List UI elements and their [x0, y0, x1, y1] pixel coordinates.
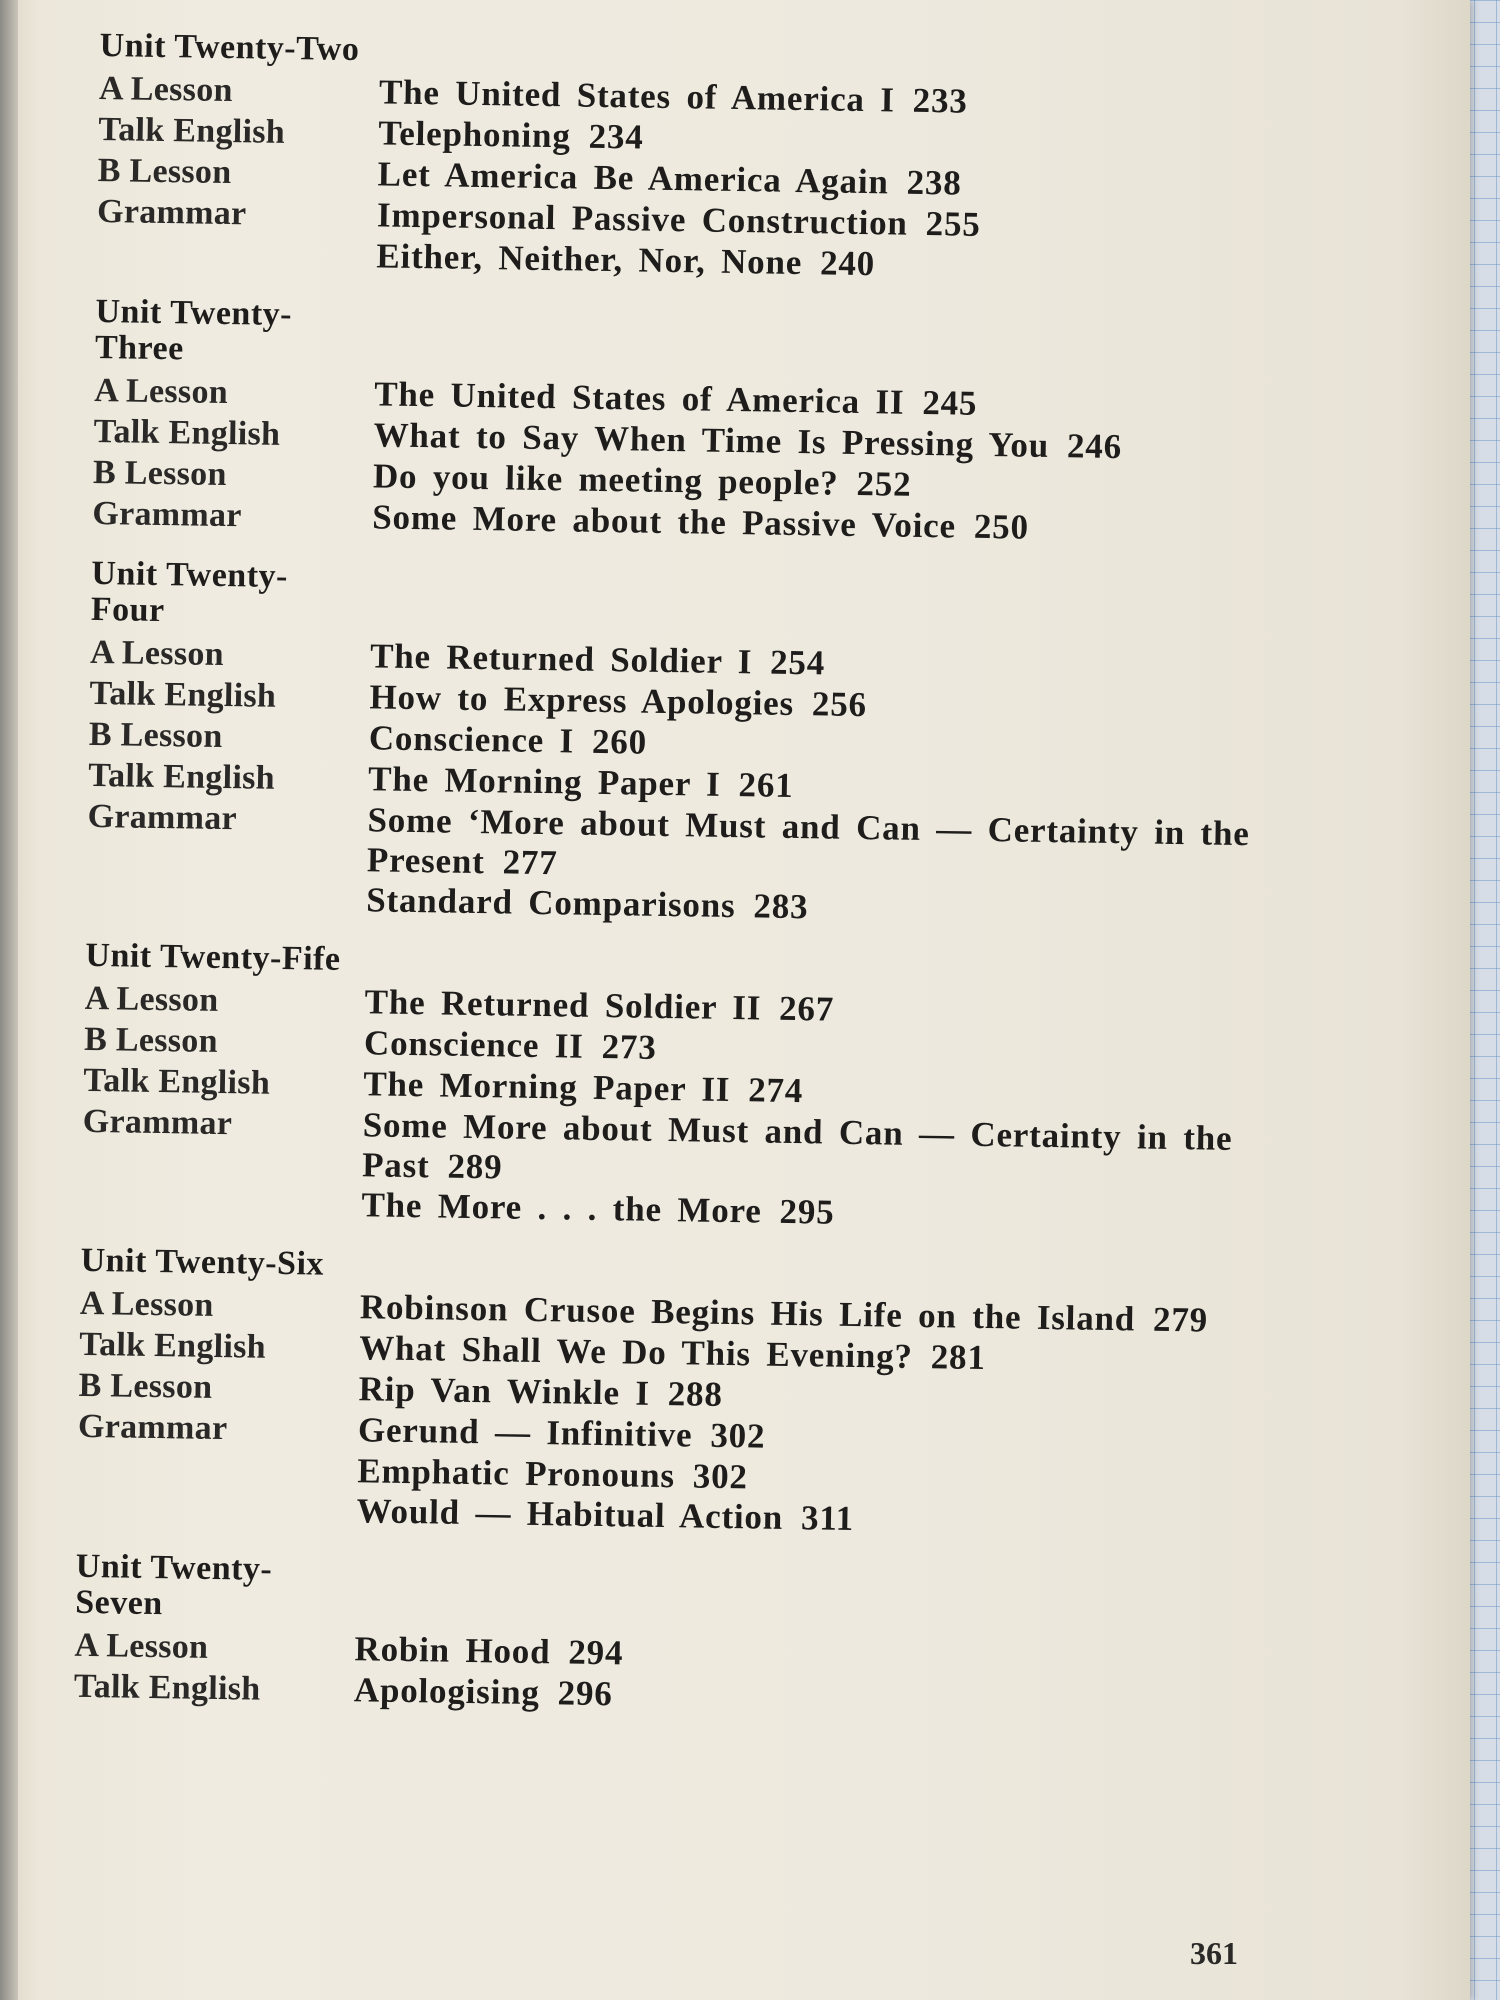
section-label: Grammar: [77, 1407, 228, 1448]
page-ref: 283: [753, 886, 809, 927]
entry-title: Standard Comparisons: [366, 880, 736, 926]
unit-title: Unit Twenty-Two: [99, 27, 360, 69]
section-label: A Lesson: [89, 633, 225, 674]
section-label: B Lesson: [78, 1366, 213, 1406]
entry-title: Emphatic Pronouns: [357, 1451, 676, 1496]
section-label: B Lesson: [88, 715, 223, 756]
section-label: Grammar: [96, 192, 247, 233]
section-label: Talk English: [73, 1667, 261, 1708]
page-ref: 273: [601, 1027, 657, 1067]
page-ref: 277: [502, 842, 558, 883]
page-ref: 255: [925, 203, 981, 244]
book-spine-shadow: [0, 0, 18, 2000]
entry-title: Conscience I: [368, 718, 575, 761]
entry-title: The Returned Soldier II: [364, 982, 762, 1028]
entry-title: Some ‘More about Must and Can — Certainty in the Present: [366, 800, 1250, 882]
section-label: B Lesson: [83, 1020, 219, 1060]
section-label: [77, 1518, 357, 1522]
unit-twenty-three: [92, 294, 1276, 553]
entry-title: Some More about Must and Can — Certainty in the Past: [361, 1105, 1233, 1186]
page-ref: 260: [591, 721, 648, 762]
page-ref: 250: [973, 506, 1030, 547]
page-ref: 296: [557, 1673, 613, 1714]
page-ref: 246: [1066, 426, 1123, 467]
entry-title: Rip Van Winkle I: [358, 1369, 651, 1413]
section-label: Talk English: [79, 1325, 267, 1366]
page-ref: 233: [912, 80, 968, 121]
entry-title: Apologising: [353, 1670, 541, 1713]
section-label: [96, 263, 376, 267]
section-label: Grammar: [92, 494, 243, 535]
unit-title: Unit Twenty-Seven: [74, 1547, 273, 1623]
entry-title: The United States of America I: [378, 72, 896, 120]
page-ref: 254: [769, 642, 826, 683]
page-ref: 294: [568, 1632, 624, 1673]
section-label: Grammar: [82, 1102, 233, 1143]
section-label: A Lesson: [84, 979, 219, 1019]
section-label: Talk English: [98, 110, 286, 151]
unit-twenty-six: [76, 1243, 1260, 1545]
entry-title: Some More about the Passive Voice: [372, 497, 957, 546]
entry-title: What to Say When Time Is Pressing You: [373, 415, 1050, 465]
entry-title: Would — Habitual Action: [356, 1491, 784, 1537]
page-ref: 274: [747, 1070, 804, 1111]
page-ref: 267: [778, 988, 835, 1029]
section-label: A Lesson: [98, 69, 234, 110]
entry-title: The Morning Paper I: [367, 759, 721, 804]
page-ref: 261: [738, 765, 794, 805]
page-ref: 256: [811, 684, 868, 725]
page-ref: 252: [856, 463, 912, 504]
unit-title: Unit Twenty-Fife: [85, 936, 341, 978]
entry-title: Robin Hood: [354, 1629, 551, 1672]
entry-title: Do you like meeting people?: [372, 456, 839, 503]
entry-text: [362, 1105, 1263, 1199]
entry-title: The More . . . the More: [361, 1185, 762, 1231]
page-number: 361: [1190, 1935, 1238, 1971]
entry-title: Robinson Crusoe Begins His Life on the Island: [359, 1287, 1136, 1339]
page-ref: 281: [930, 1337, 987, 1378]
entry-title: The Morning Paper II: [363, 1064, 731, 1110]
page-ref: 302: [692, 1456, 749, 1497]
page-ref: 238: [906, 162, 962, 203]
entry-title: How to Express Apologies: [369, 677, 795, 723]
section-label: B Lesson: [97, 151, 232, 192]
section-label: Talk English: [93, 412, 281, 453]
unit-twenty-seven: [74, 1549, 1256, 1726]
unit-title: Unit Twenty-Three: [94, 292, 293, 368]
entry-title: What Shall We Do This Evening?: [358, 1328, 914, 1376]
unit-title: Unit Twenty-Six: [80, 1241, 325, 1283]
table-of-contents: [73, 28, 1280, 1747]
entry-title: Telephoning: [378, 113, 571, 156]
entry-title: Impersonal Passive Construction: [376, 195, 909, 243]
entry-title: Gerund — Infinitive: [357, 1410, 693, 1455]
section-label: Talk English: [87, 756, 276, 797]
unit-twenty-five: [81, 938, 1265, 1239]
entry-text: [367, 800, 1268, 894]
unit-twenty-four: [86, 556, 1272, 934]
section-label: Talk English: [83, 1061, 271, 1102]
entry-title: Conscience II: [363, 1023, 584, 1066]
entry-title: Let America Be America Again: [377, 154, 890, 202]
section-label: [81, 1212, 361, 1216]
page-ref: 245: [922, 382, 978, 423]
section-label: A Lesson: [74, 1626, 209, 1666]
page-ref: 279: [1152, 1299, 1209, 1340]
page-ref: 295: [779, 1191, 835, 1232]
page-ref: 311: [800, 1498, 855, 1539]
unit-twenty-two: [96, 28, 1280, 291]
page-ref: 240: [819, 243, 876, 284]
page-ref: 288: [667, 1374, 724, 1414]
page-ref: 302: [710, 1415, 766, 1456]
section-label: Grammar: [87, 797, 238, 838]
section-label: Talk English: [89, 674, 277, 715]
section-label: A Lesson: [79, 1284, 214, 1324]
page-ref: 289: [447, 1146, 503, 1187]
section-label: [86, 907, 366, 911]
entry-title: The Returned Soldier I: [369, 636, 753, 682]
section-label: A Lesson: [94, 371, 229, 412]
section-label: [77, 1478, 357, 1482]
page-ref: 234: [588, 116, 644, 157]
unit-title: Unit Twenty-Four: [90, 554, 289, 630]
entry-title: The United States of America II: [373, 374, 905, 422]
entry-title: Either, Neither, Nor, None: [376, 236, 803, 283]
section-label: B Lesson: [92, 453, 228, 494]
